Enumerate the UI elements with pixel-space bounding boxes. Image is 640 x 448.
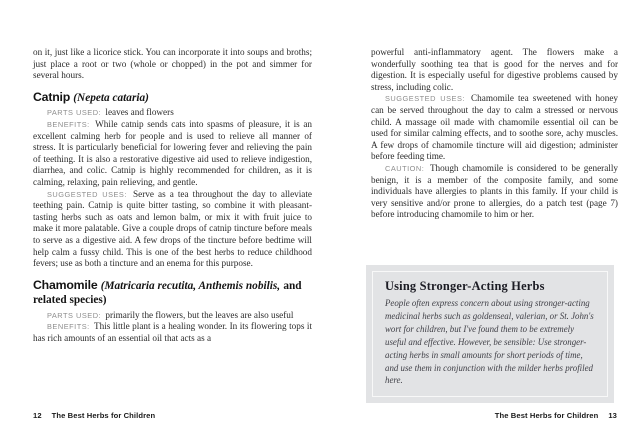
herb-name-catnip: Catnip (33, 89, 71, 104)
left-page-column (33, 47, 312, 345)
catnip-benefits-text: While catnip sends cats into spasms of pleasure, it is an excellent calming herb for people and is used to relieve all manner of stress. It is particularly beneficial for lowering fever and relieving the pain of teething. It is also a restorative digestive aid used to relieve indigestion, diarrhea, and colic. Catnip is highly recommended for children, as it is calming, relaxing, pain relieving, and gentle. (33, 118, 312, 187)
catnip-parts-paragraph (33, 107, 312, 119)
sidebar-box (366, 265, 614, 403)
sidebar-body-text: People often express concern about using stronger-acting medicinal herbs such as goldenseal, valerian, or St. John's wort for children, but I've found them to be extremely useful and effective. However, be sensible: Use stronger-acting herbs in small amounts for short periods of time, and use them in conjunction with the milder herbs profiled here. (385, 298, 594, 386)
intro-paragraph (33, 47, 312, 82)
left-footer-title: The Best Herbs for Children (51, 411, 156, 420)
herb-heading-chamomile (33, 279, 312, 308)
chamomile-caution-text: Though chamomile is considered to be generally benign, it is a member of the composite family, and some individuals have allergies to plants in this family. If your child is very sensitive and/or prone to allergies, do a patch test (page 7) before introducing chamomile to him or her. (371, 162, 618, 220)
left-page-footer (33, 411, 155, 420)
right-page-column (371, 47, 618, 221)
benefits-label: BENEFITS: (47, 322, 90, 332)
catnip-uses-text: Serve as a tea throughout the day to alleviate teething pain. Catnip is quite bitter tasting, so combine it with pleasant-tasting herbs such as oats and lemon balm, or mix it with fruit juice to make it more palatable. Give a couple drops of catnip tincture before meals to serve as a digestive aid. A few drops of the tincture before bedtime will help calm a fussy child. This is one of the best herbs to reduce childhood fevers; use as both a tincture and an enema for this purpose. (33, 188, 313, 269)
right-footer-title: The Best Herbs for Children (494, 411, 599, 420)
herb-name-chamomile: Chamomile (33, 277, 98, 292)
sidebar-title: Using Stronger-Acting Herbs (385, 279, 545, 293)
right-page-number: 13 (608, 411, 617, 420)
suggested-uses-label: SUGGESTED USES: (47, 189, 127, 199)
catnip-parts-text: leaves and flowers (105, 107, 174, 118)
chamomile-continuation-text: powerful anti-inflammatory agent. The flowers make a wonderfully soothing tea that is good for the nerves and for digestion. It is especially useful for digestive problems caused by stress, including colic. (371, 47, 618, 92)
chamomile-benefits-text: This little plant is a healing wonder. In its flowering tops it has rich amounts of an essential oil that acts as a (33, 321, 312, 344)
catnip-uses-paragraph (33, 189, 312, 270)
caution-label: CAUTION: (385, 163, 425, 173)
benefits-label: BENEFITS: (47, 119, 90, 129)
herb-latin-suffix-chamomile: and related species) (33, 279, 302, 307)
chamomile-uses-text: Chamomile tea sweetened with honey can be served throughout the day to calm a stressed or nervous child. A massage oil made with chamomile essential oil can be used for similar calming effects, and to soothe sore, achy muscles. A few drops of chamomile tincture will aid digestion; administer before feeding time. (371, 93, 619, 162)
herb-heading-catnip (33, 91, 312, 106)
chamomile-parts-text: primarily the flowers, but the leaves are also useful (105, 309, 294, 320)
herb-latin-chamomile: (Matricaria recutita, Anthemis nobilis, (100, 279, 281, 292)
right-page-footer (495, 411, 617, 420)
chamomile-continuation-paragraph (371, 47, 618, 93)
suggested-uses-label: SUGGESTED USES: (385, 94, 465, 104)
parts-used-label: PARTS USED: (47, 108, 102, 118)
parts-used-label: PARTS USED: (47, 310, 102, 320)
chamomile-uses-paragraph (371, 93, 618, 163)
chamomile-parts-paragraph (33, 310, 312, 322)
left-page-number: 12 (33, 411, 42, 420)
catnip-benefits-paragraph (33, 119, 312, 189)
chamomile-caution-paragraph (371, 163, 618, 221)
intro-paragraph-text: on it, just like a licorice stick. You can incorporate it into soups and broths; just place a root or two (whole or chopped) in the pot and simmer for several hours. (33, 47, 312, 81)
chamomile-benefits-paragraph (33, 321, 312, 344)
herb-latin-catnip: (Nepeta cataria) (73, 91, 149, 104)
sidebar-box-frame (372, 271, 608, 397)
